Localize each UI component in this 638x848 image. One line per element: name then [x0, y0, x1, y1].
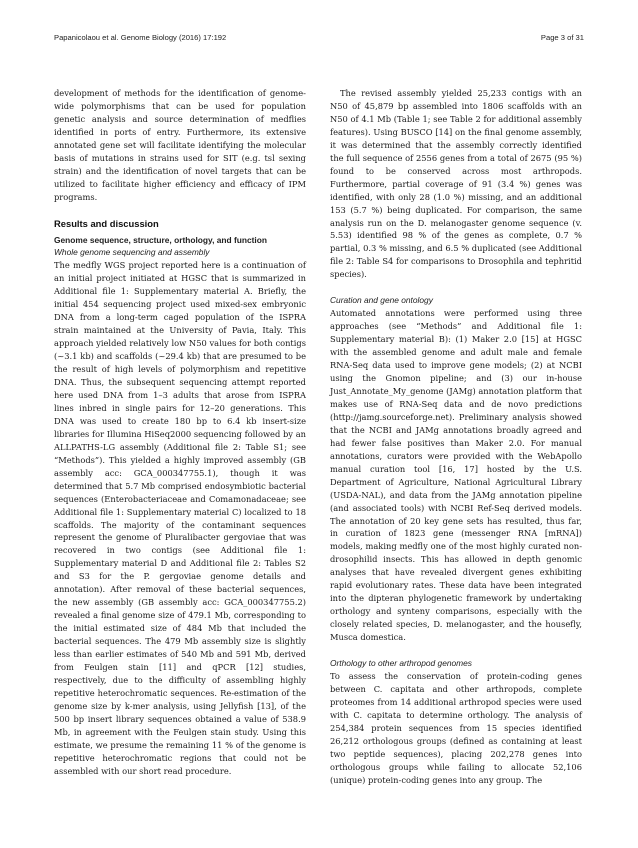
page-number: Page 3 of 31 [540, 33, 584, 42]
orthology-heading: Orthology to other arthropod genomes [330, 658, 472, 669]
citation-header: Papanicolaou et al. Genome Biology (2016) 17:192 [54, 33, 227, 42]
subsubsection-title: Whole genome sequencing and assembly [54, 247, 210, 258]
left-column [54, 87, 306, 778]
curation-paragraph: Automated annotations were performed using three approaches (see “Methods” and Additional file 1: Supplementary material B): (1) Maker 2.0 [15] at HGSC with the assembled genome and adult male and female RNA-Seq data used to improve gene models; (2) at NCBI using the Gnomon pipeline; and (3) our in-house Just_Annotate_My_genome (JAMg) annotation platform that makes use of RNA-Seq data and de novo predictions (http://jamg.sourceforge.net). Preliminary analysis showed that the NCBI and JAMg annotations broadly agreed and had fewer false positives than Maker 2.0. For manual annotations, curators were provided with the WebApollo manual curation tool [16, 17] hosted by the U.S. Department of Agriculture, National Agricultural Library (USDA-NAL), and data from the JAMg annotation pipeline (and associated tools) with NCBI Ref-Seq derived models. The annotation of 20 key gene sets has resulted, thus far, in curation of 1823 gene (messenger RNA [mRNA]) models, making medfly one of the most highly curated non-drosophilid insects. This has allowed in depth genomic analyses that have revealed divergent genes exhibiting rapid evolutionary rates. These data have been integrated into the dipteran phylogenetic framework by undertaking orthology and synteny comparisons, especially with the closely related species, D. melanogaster, and the housefly, Musca domestica. [330, 308, 582, 643]
orthology-paragraph: To assess the conservation of protein-coding genes between C. capitata and other arthropods, complete proteomes from 14 additional arthropod species were used with C. capitata to determine orthology. The analysis of 254,384 protein sequences from 15 species identified 26,212 orthologous groups (defined as containing at least two peptide sequences), placing 202,278 genes into orthologous groups while failing to allocate 52,106 (unique) protein-coding genes into any group. The [330, 670, 582, 785]
sequencing-paragraph: The medfly WGS project reported here is a continuation of an initial project initiated at HGSC that is summarized in Additional file 1: Supplementary material A. Briefly, the initial 454 sequencing project used mixed-sex embryonic DNA from a long-term caged population of the ISPRA strain maintained at the University of Pavia, Italy. This approach yielded relatively low N50 values for both contigs (~3.1 kb) and scaffolds (~29.4 kb) that are presumed to be the result of high levels of polymorphism and repetitive DNA. Thus, the subsequent sequencing attempt reported here used DNA from 1–3 adults that arose from ISPRA lines inbred in single pairs for 12–20 generations. This DNA was used to create 180 bp to 6.4 kb insert-size libraries for Illumina HiSeq2000 sequencing followed by an ALLPATHS-LG assembly (Additional file 2: Table S1; see “Methods”). This yielded a highly improved assembly (GB assembly acc: GCA_000347755.1), though it was determined that 5.7 Mb comprised endosymbiotic bacterial sequences (Enterobacteriaceae and Comamonadaceae; see Additional file 1: Supplementary material C) localized to 18 scaffolds. The majority of the contaminant sequences represent the genome of Pluralibacter gergoviae that was recovered in two contigs (see Additional file 1: Supplementary material D and Additional file 2: Tables S2 and S3 for the P. gergoviae genome details and annotation). After removal of these bacterial sequences, the new assembly (GB assembly acc: GCA_000347755.2) revealed a final genome size of 479.1 Mb, corresponding to the initial estimated size of 484 Mb that included the bacterial sequences. The 479 Mb assembly size is slightly less than earlier estimates of 540 Mb and 591 Mb, derived from Feulgen stain [11] and qPCR [12] studies, respectively, due to the difficulty of assembling highly repetitive heterochromatic sequences. Re-estimation of the genome size by k-mer analysis, using Jellyfish [13], of the 500 bp insert library sequences obtained a value of 538.9 Mb, in agreement with the Feulgen stain study. Using this estimate, we presume the remaining 11 % of the genome is repetitive heterochromatic regions that could not be assembled with our short read procedure. [54, 260, 306, 776]
running-header [54, 33, 584, 45]
right-column [330, 87, 582, 787]
intro-paragraph-end: development of methods for the identification of genome-wide polymorphisms that can be used for population genetic analysis and source determination of medflies identified in ports of entry. Furthermore, its extensive annotated gene set will facilitate identifying the molecular basis of mutations in strains used for SIT (e.g. tsl sexing strain) and the identification of novel targets that can be utilized to facilitate higher efficiency and efficacy of IPM programs. [54, 88, 306, 202]
subsection-title: Genome sequence, structure, orthology, and function [54, 234, 267, 245]
section-title: Results and discussion [54, 217, 159, 229]
curation-heading: Curation and gene ontology [330, 295, 433, 306]
assembly-paragraph: The revised assembly yielded 25,233 contigs with an N50 of 45,879 bp assembled into 1806 scaffolds with an N50 of 4.1 Mb (Table 1; see Table 2 for additional assembly features). Using BUSCO [14] on the final genome assembly, it was determined that the assembly correctly identified the full sequence of 2556 genes from a total of 2675 (95 %) found to be conserved across most arthropods. Furthermore, partial coverage of 91 (3.4 %) genes was identified, with only 28 (1.0 %) missing, and an additional 153 (5.7 %) being duplicated. For comparison, the same analysis run on the D. melanogaster genome sequence (v. 5.53) identified 98 % of the genes as complete, 0.7 % partial, 0.3 % missing, and 6.5 % duplicated (see Additional file 2: Table S4 for comparisons to Drosophila and tephritid species). [330, 88, 582, 280]
